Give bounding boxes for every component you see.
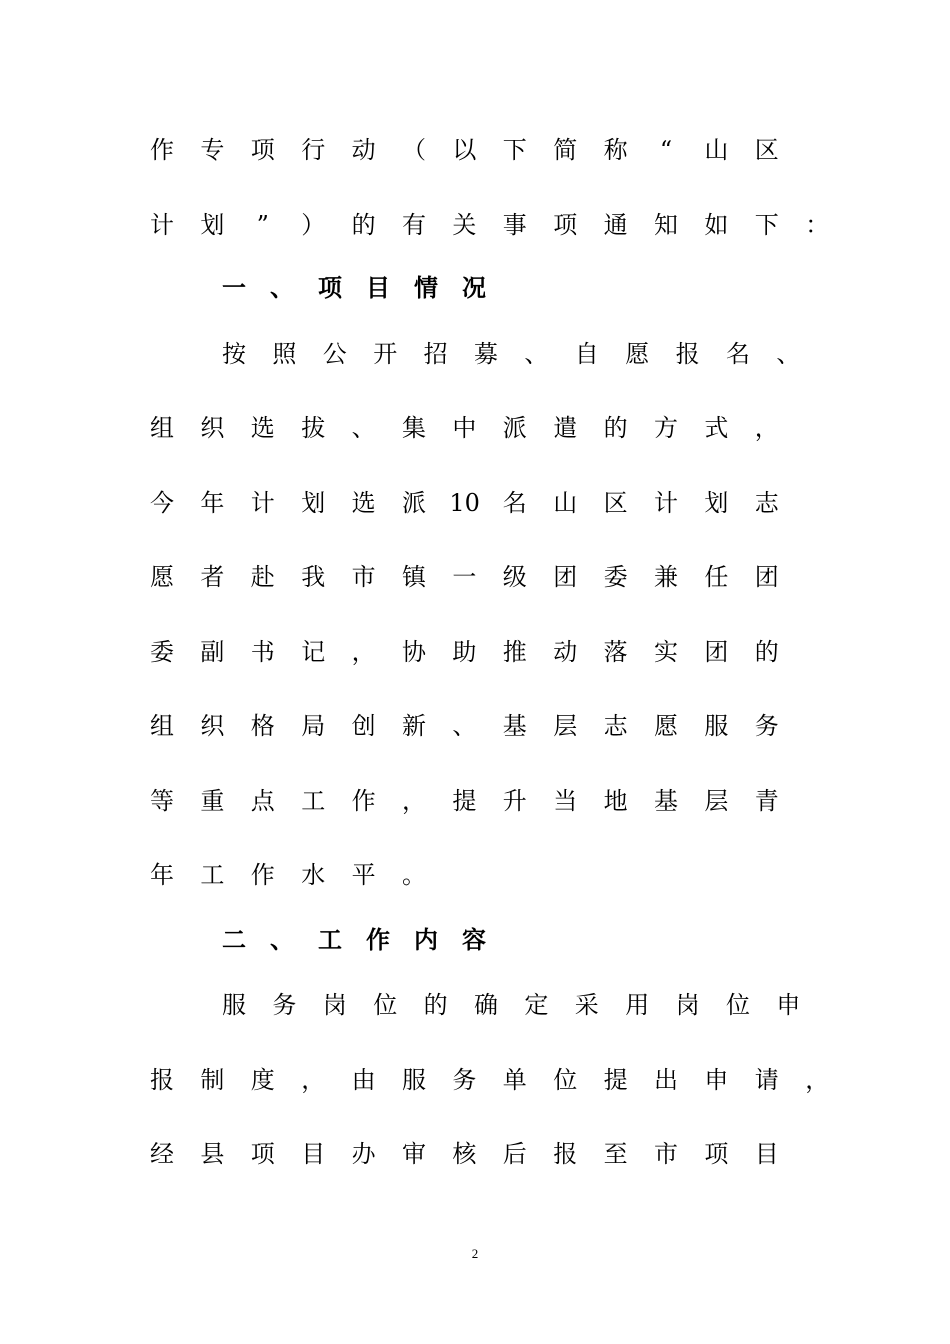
paragraph-line [0,855,950,895]
text-char: 专 [200,136,225,164]
text-char: 区 [754,136,779,164]
text-char: 采 [574,991,599,1019]
text-char: 计 [250,489,275,517]
text-char: 水 [301,861,326,889]
text-char: ： [805,211,830,239]
text-char: 年 [200,489,225,517]
text-char: ， [301,1066,326,1094]
text-char: 等 [150,787,174,815]
text-char: ， [754,414,779,442]
text-char: 行 [301,136,326,164]
text-char: 情 [414,274,438,302]
text-char: 记 [301,638,326,666]
text-char: 位 [726,991,750,1019]
text-char: 的 [423,991,448,1019]
text-char: 审 [402,1140,426,1168]
text-char: 工 [318,926,342,954]
text-char: 选 [250,414,275,442]
text-char: 目 [366,274,390,302]
text-char: 报 [150,1066,174,1094]
text-char: 度 [250,1066,275,1094]
text-char: 以 [452,136,477,164]
text-char: 任 [704,563,729,591]
paragraph-line [0,1060,950,1100]
text-char: 岗 [322,991,347,1019]
text-char: 公 [322,340,347,368]
text-char: 作 [250,861,275,889]
text-char: 志 [603,712,628,740]
paragraph-line [0,483,950,523]
text-char: 拔 [301,414,326,442]
text-char: 募 [474,340,498,368]
page-number: 2 [471,1246,479,1261]
paragraph-line [0,985,950,1025]
text-char: 目 [754,1140,779,1168]
text-char: 出 [654,1066,678,1094]
text-char: 下 [502,136,527,164]
text-char: 计 [150,211,174,239]
text-char: 市 [654,1140,678,1168]
text-char: 知 [654,211,678,239]
section-heading [0,268,950,308]
text-char: 动 [553,638,578,666]
text-char: 目 [301,1140,326,1168]
text-char: 升 [502,787,527,815]
paragraph-line [0,205,950,245]
text-char: 提 [452,787,477,815]
text-char: ” [256,211,269,239]
text-char: 组 [150,712,174,740]
text-char: 愿 [150,563,174,591]
text-char: 位 [373,991,398,1019]
text-char: “ [659,136,673,164]
text-char: 基 [654,787,678,815]
text-char: 团 [754,563,779,591]
text-char: 。 [402,861,426,889]
paragraph-line [0,130,950,170]
text-char: 经 [150,1140,174,1168]
text-char: 一 [452,563,477,591]
text-char: 县 [200,1140,225,1168]
text-char: 服 [704,712,729,740]
text-char: 、 [524,340,549,368]
text-char: 创 [351,712,376,740]
text-char: 中 [452,414,477,442]
text-char: 的 [351,211,376,239]
text-char: 派 [402,489,426,517]
text-char: 项 [318,274,342,302]
text-char: 新 [402,712,426,740]
text-char: 兼 [654,563,678,591]
text-char: 作 [351,787,376,815]
text-char: 报 [675,340,700,368]
text-char: 的 [754,638,779,666]
text-char: 后 [502,1140,527,1168]
text-char: 招 [423,340,448,368]
text-char: 办 [351,1140,376,1168]
text-char: 项 [250,1140,275,1168]
text-char: 平 [351,861,376,889]
text-char: 山 [553,489,578,517]
text-char: 层 [704,787,729,815]
text-char: 服 [402,1066,426,1094]
paragraph-line [0,1134,950,1174]
text-char: 、 [452,712,477,740]
text-char: 项 [553,211,578,239]
text-char: 名 [502,489,527,517]
text-char: 山 [704,136,729,164]
text-char: 确 [474,991,498,1019]
text-char: 层 [553,712,578,740]
text-char: 团 [704,638,729,666]
text-char: 照 [272,340,297,368]
text-char: 如 [704,211,729,239]
text-char: 书 [250,638,275,666]
text-char: 有 [402,211,426,239]
text-char: 基 [502,712,527,740]
text-char: 市 [351,563,376,591]
text-char: ， [805,1066,830,1094]
text-char: 内 [414,926,438,954]
text-char: 方 [654,414,678,442]
text-char: ， [402,787,426,815]
text-char: 按 [222,340,246,368]
text-char: 申 [776,991,801,1019]
text-char: 地 [603,787,628,815]
text-char: ） [301,211,326,239]
paragraph-line [0,334,950,374]
text-char: 派 [502,414,527,442]
text-char: 用 [625,991,650,1019]
text-char: 项 [250,136,275,164]
text-char: 简 [553,136,578,164]
text-char: 集 [402,414,426,442]
text-char: 务 [754,712,779,740]
text-char: 岗 [675,991,700,1019]
text-char: 实 [654,638,678,666]
text-char: 划 [301,489,326,517]
text-char: 我 [301,563,326,591]
text-char: 计 [654,489,678,517]
paragraph-line [0,557,950,597]
text-char: 落 [603,638,628,666]
section-heading [0,920,950,960]
text-char: 、 [270,926,294,954]
text-char: 划 [200,211,225,239]
text-char: 称 [603,136,628,164]
text-char: 选 [351,489,376,517]
text-char: 助 [452,638,477,666]
text-char: 镇 [402,563,426,591]
text-char: 局 [301,712,326,740]
text-char: 定 [524,991,549,1019]
text-char: 作 [366,926,390,954]
text-char: 请 [754,1066,779,1094]
text-char: 至 [603,1140,628,1168]
text-char: 自 [574,340,599,368]
text-char: 、 [351,414,376,442]
text-char: 青 [754,787,779,815]
text-char: 织 [200,414,225,442]
text-char: 二 [222,926,246,954]
text-char: 志 [754,489,779,517]
text-char: 报 [553,1140,578,1168]
paragraph-line [0,781,950,821]
text-char: 动 [351,136,376,164]
text-char: 事 [502,211,527,239]
text-char: 容 [462,926,486,954]
text-char: 下 [754,211,779,239]
text-char: 的 [603,414,628,442]
text-char: 名 [726,340,750,368]
text-char: 申 [704,1066,729,1094]
text-char: 级 [502,563,527,591]
text-char: 式 [704,414,729,442]
text-char: 委 [150,638,174,666]
text-char: 区 [603,489,628,517]
text-char: 团 [553,563,578,591]
text-char: 重 [200,787,225,815]
text-char: 遣 [553,414,578,442]
text-char: 务 [452,1066,477,1094]
text-char: 愿 [654,712,678,740]
text-char: 愿 [625,340,650,368]
text-char: 开 [373,340,398,368]
text-char: 位 [553,1066,578,1094]
text-char: （ [402,136,426,164]
text-char: 年 [150,861,174,889]
text-char: 副 [200,638,225,666]
text-char: 工 [301,787,326,815]
paragraph-line [0,706,950,746]
text-char: 10 [449,489,480,517]
text-char: 由 [351,1066,376,1094]
text-char: 、 [776,340,801,368]
text-char: 赴 [250,563,275,591]
text-char: 组 [150,414,174,442]
text-char: 况 [462,274,486,302]
text-char: 推 [502,638,527,666]
text-char: 格 [250,712,275,740]
text-char: 作 [150,136,174,164]
paragraph-line [0,408,950,448]
paragraph-line [0,632,950,672]
text-char: 者 [200,563,225,591]
text-char: 当 [553,787,578,815]
text-char: 织 [200,712,225,740]
text-char: 通 [603,211,628,239]
text-char: ， [351,638,376,666]
text-char: 提 [603,1066,628,1094]
text-char: 关 [452,211,477,239]
text-char: 一 [222,274,246,302]
text-char: 务 [272,991,297,1019]
text-char: 、 [270,274,294,302]
text-char: 今 [150,489,174,517]
text-char: 单 [502,1066,527,1094]
text-char: 服 [222,991,246,1019]
text-char: 协 [402,638,426,666]
text-char: 工 [200,861,225,889]
text-char: 核 [452,1140,477,1168]
text-char: 点 [250,787,275,815]
text-char: 划 [704,489,729,517]
text-char: 项 [704,1140,729,1168]
text-char: 委 [603,563,628,591]
text-char: 制 [200,1066,225,1094]
